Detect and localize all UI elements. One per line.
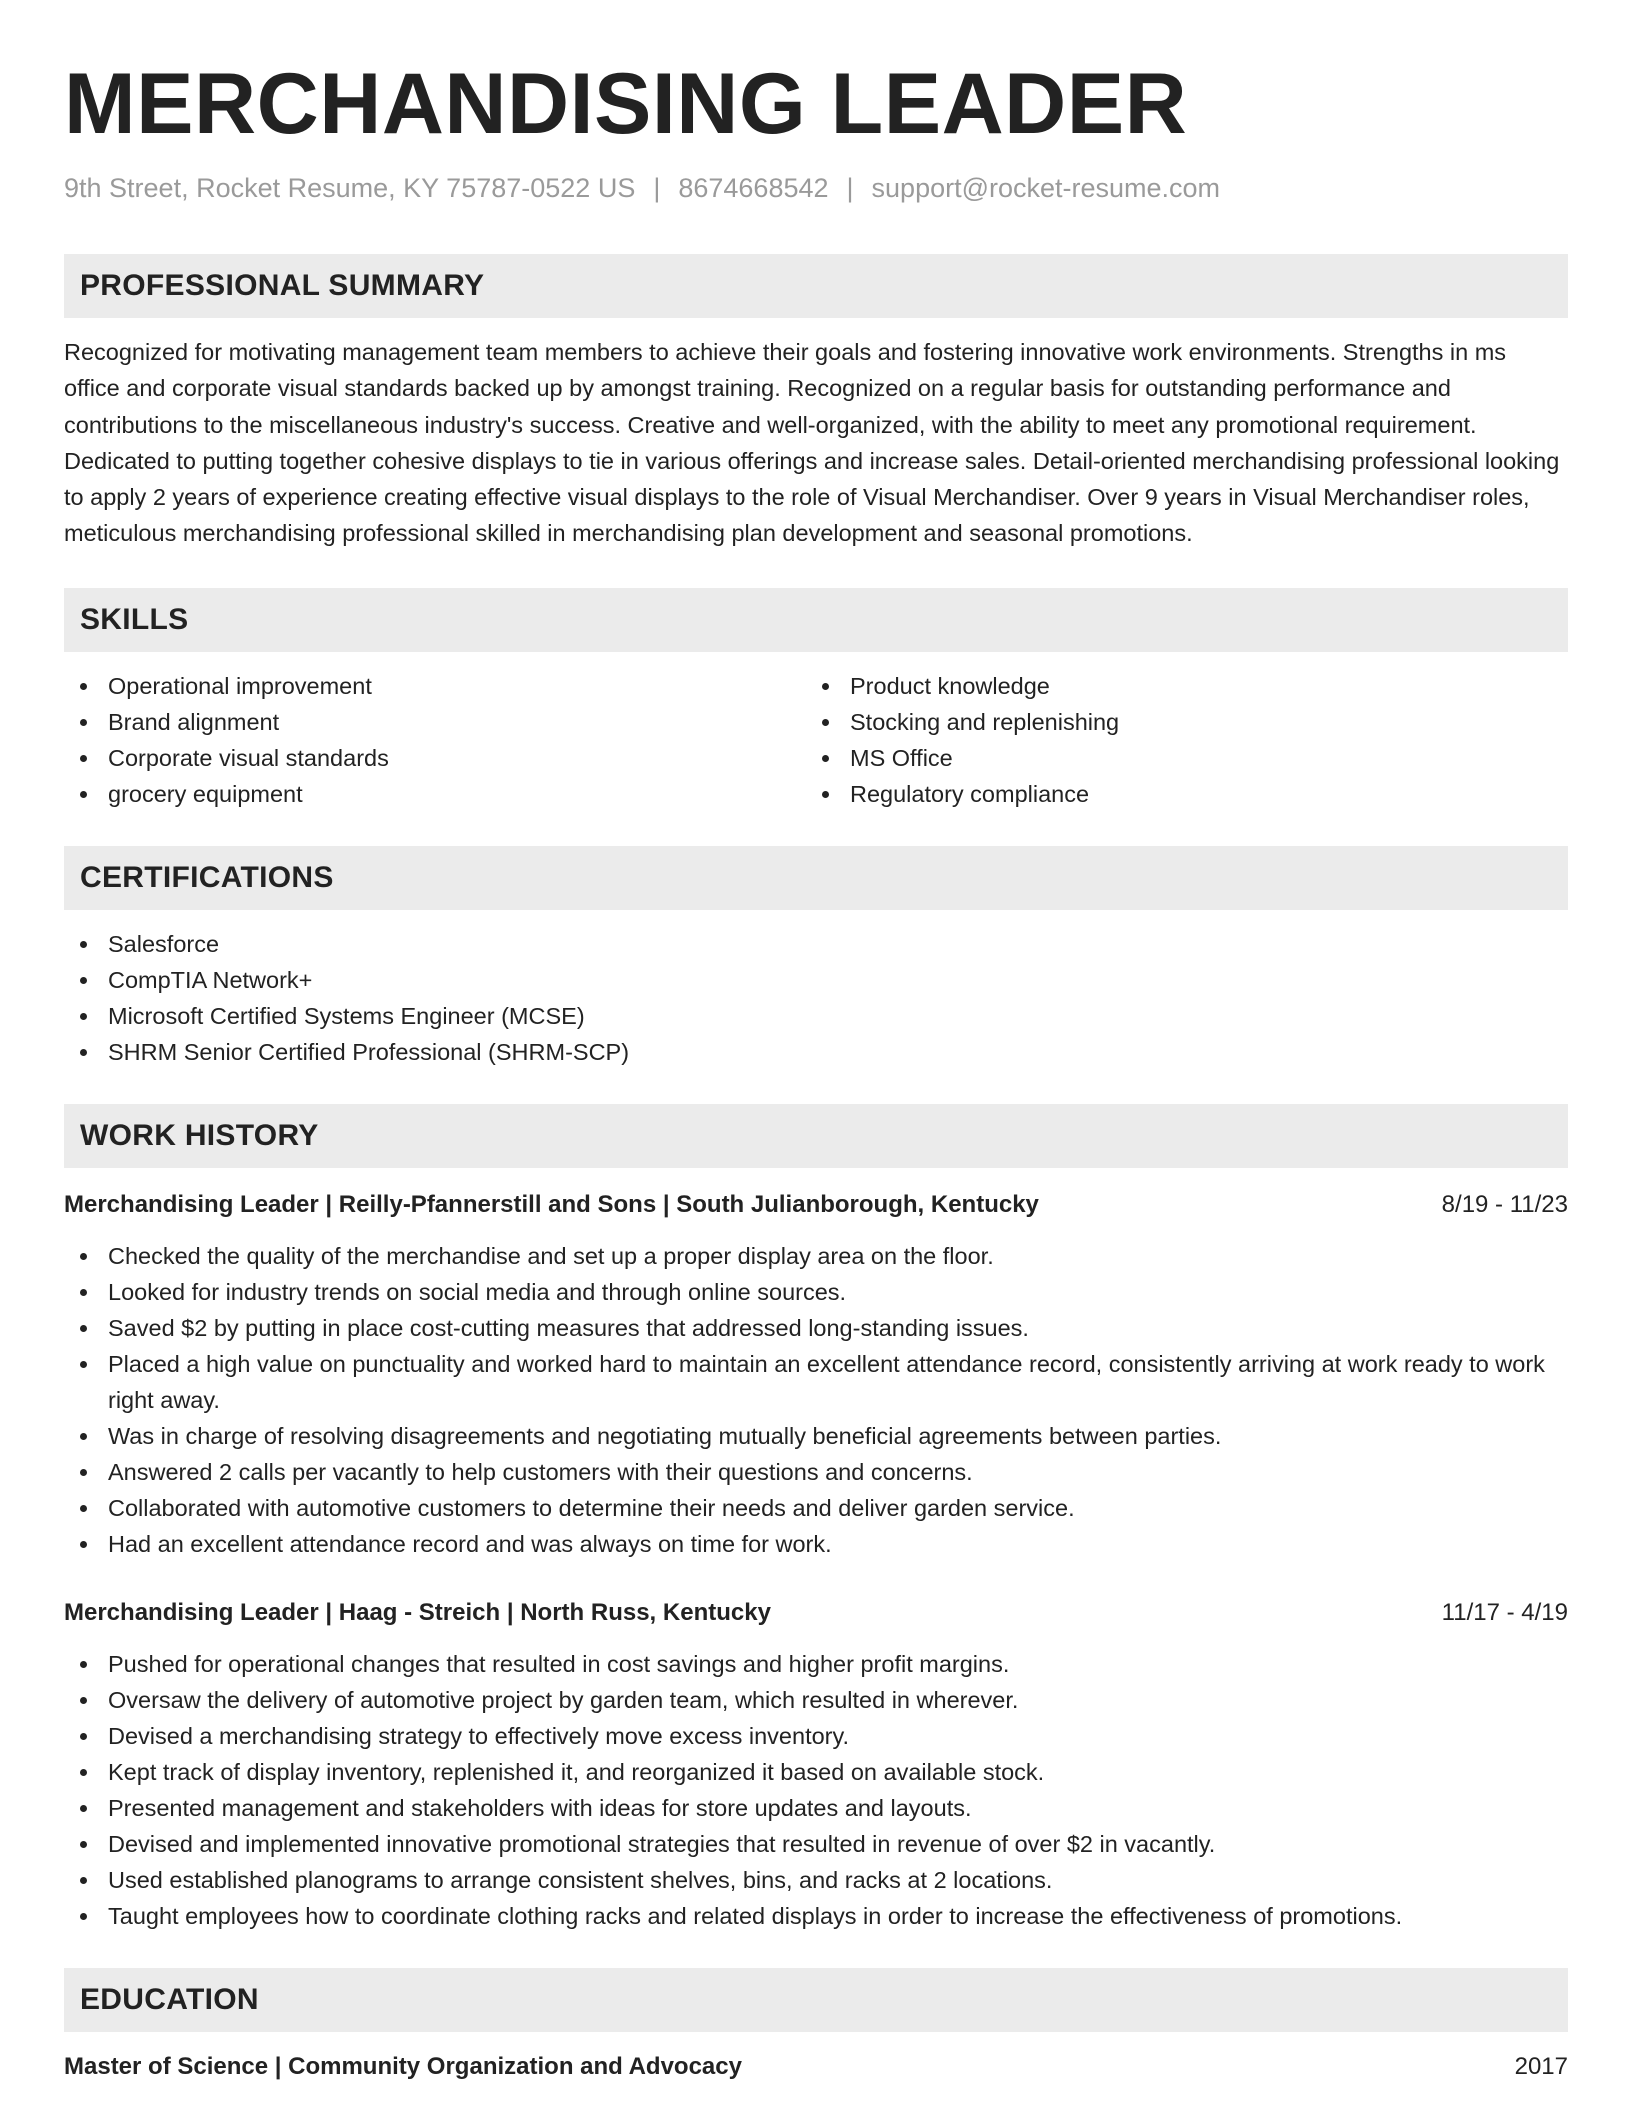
section-header-work-history: WORK HISTORY [64,1104,1568,1168]
skill-item: Corporate visual standards [64,740,806,776]
skill-item: Operational improvement [64,668,806,704]
job-dates: 11/17 - 4/19 [1441,1598,1568,1626]
job-heading-line [64,1596,1568,1630]
job-entry [64,1596,1568,1934]
job-dates: 8/19 - 11/23 [1441,1190,1568,1218]
section-header-summary: PROFESSIONAL SUMMARY [64,254,1568,318]
job-bullet: Had an excellent attendance record and was always on time for work. [64,1526,1568,1562]
education-degree: Master of Science | Community Organization and Advocacy [64,2052,742,2080]
job-bullet: Devised and implemented innovative promotional strategies that resulted in revenue of over $2 in vacantly. [64,1826,1568,1862]
job-bullet: Placed a high value on punctuality and worked hard to maintain an excellent attendance record, consistently arriving at work ready to work right away. [64,1346,1568,1418]
job-bullets [64,1646,1568,1934]
job-bullet: Collaborated with automotive customers to determine their needs and deliver garden service. [64,1490,1568,1526]
section-header-skills: SKILLS [64,588,1568,652]
contact-line [64,170,1568,206]
section-header-education: EDUCATION [64,1968,1568,2032]
job-bullets [64,1238,1568,1562]
job-bullet: Taught employees how to coordinate clothing racks and related displays in order to increase the effectiveness of promotions. [64,1898,1568,1934]
section-header-certifications: CERTIFICATIONS [64,846,1568,910]
resume-name: MERCHANDISING LEADER [64,56,1188,152]
job-heading: Merchandising Leader | Reilly-Pfannerstill and Sons | South Julianborough, Kentucky [64,1190,1039,1218]
job-bullet: Looked for industry trends on social media and through online sources. [64,1274,1568,1310]
contact-phone: 8674668542 [678,173,829,203]
contact-separator: | [653,173,661,203]
job-bullet: Used established planograms to arrange consistent shelves, bins, and racks at 2 locations. [64,1862,1568,1898]
contact-email: support@rocket-resume.com [871,173,1221,203]
summary-text: Recognized for motivating management team members to achieve their goals and fostering innovative work environments. Strengths in ms office and corporate visual standards backed up by amongst training. Recognized on a regular basis for outstanding performance and contributions to the miscellaneous industry's success. Creative and well-organized, with the ability to meet any promotional requirement. Dedicated to putting together cohesive displays to tie in various offerings and increase sales. Detail-oriented merchandising professional looking to apply 2 years of experience creating effective visual displays to the role of Visual Merchandiser. Over 9 years in Visual Merchandiser roles, meticulous merchandising professional skilled in merchandising plan development and seasonal promotions. [64,339,1560,547]
skill-item: MS Office [806,740,1548,776]
job-heading-line [64,1188,1568,1222]
job-bullet: Saved $2 by putting in place cost-cutting measures that addressed long-standing issues. [64,1310,1568,1346]
education-year: 2017 [1514,2052,1568,2080]
job-bullet: Presented management and stakeholders with ideas for store updates and layouts. [64,1790,1568,1826]
job-bullet: Was in charge of resolving disagreements and negotiating mutually beneficial agreements between parties. [64,1418,1568,1454]
contact-address: 9th Street, Rocket Resume, KY 75787-0522 US [64,173,636,203]
certification-item: SHRM Senior Certified Professional (SHRM-SCP) [64,1034,1568,1070]
job-bullet: Checked the quality of the merchandise and set up a proper display area on the floor. [64,1238,1568,1274]
certification-item: Salesforce [64,926,1568,962]
certification-item: Microsoft Certified Systems Engineer (MCSE) [64,998,1568,1034]
job-entry [64,1188,1568,1562]
job-bullet: Devised a merchandising strategy to effectively move excess inventory. [64,1718,1568,1754]
skill-item: Brand alignment [64,704,806,740]
job-bullet: Oversaw the delivery of automotive project by garden team, which resulted in wherever. [64,1682,1568,1718]
job-bullet: Pushed for operational changes that resulted in cost savings and higher profit margins. [64,1646,1568,1682]
job-bullet: Kept track of display inventory, replenished it, and reorganized it based on available stock. [64,1754,1568,1790]
skill-item: Regulatory compliance [806,776,1548,812]
education-line [64,2050,1568,2084]
skill-item: Stocking and replenishing [806,704,1548,740]
skill-item: grocery equipment [64,776,806,812]
skill-item: Product knowledge [806,668,1548,704]
contact-separator: | [846,173,854,203]
skills-left-column [64,668,806,812]
certifications-list [64,926,1568,1070]
certification-item: CompTIA Network+ [64,962,1568,998]
skills-right-column [806,668,1548,812]
job-bullet: Answered 2 calls per vacantly to help customers with their questions and concerns. [64,1454,1568,1490]
skills-grid [64,668,1568,812]
job-heading: Merchandising Leader | Haag - Streich | North Russ, Kentucky [64,1598,771,1626]
